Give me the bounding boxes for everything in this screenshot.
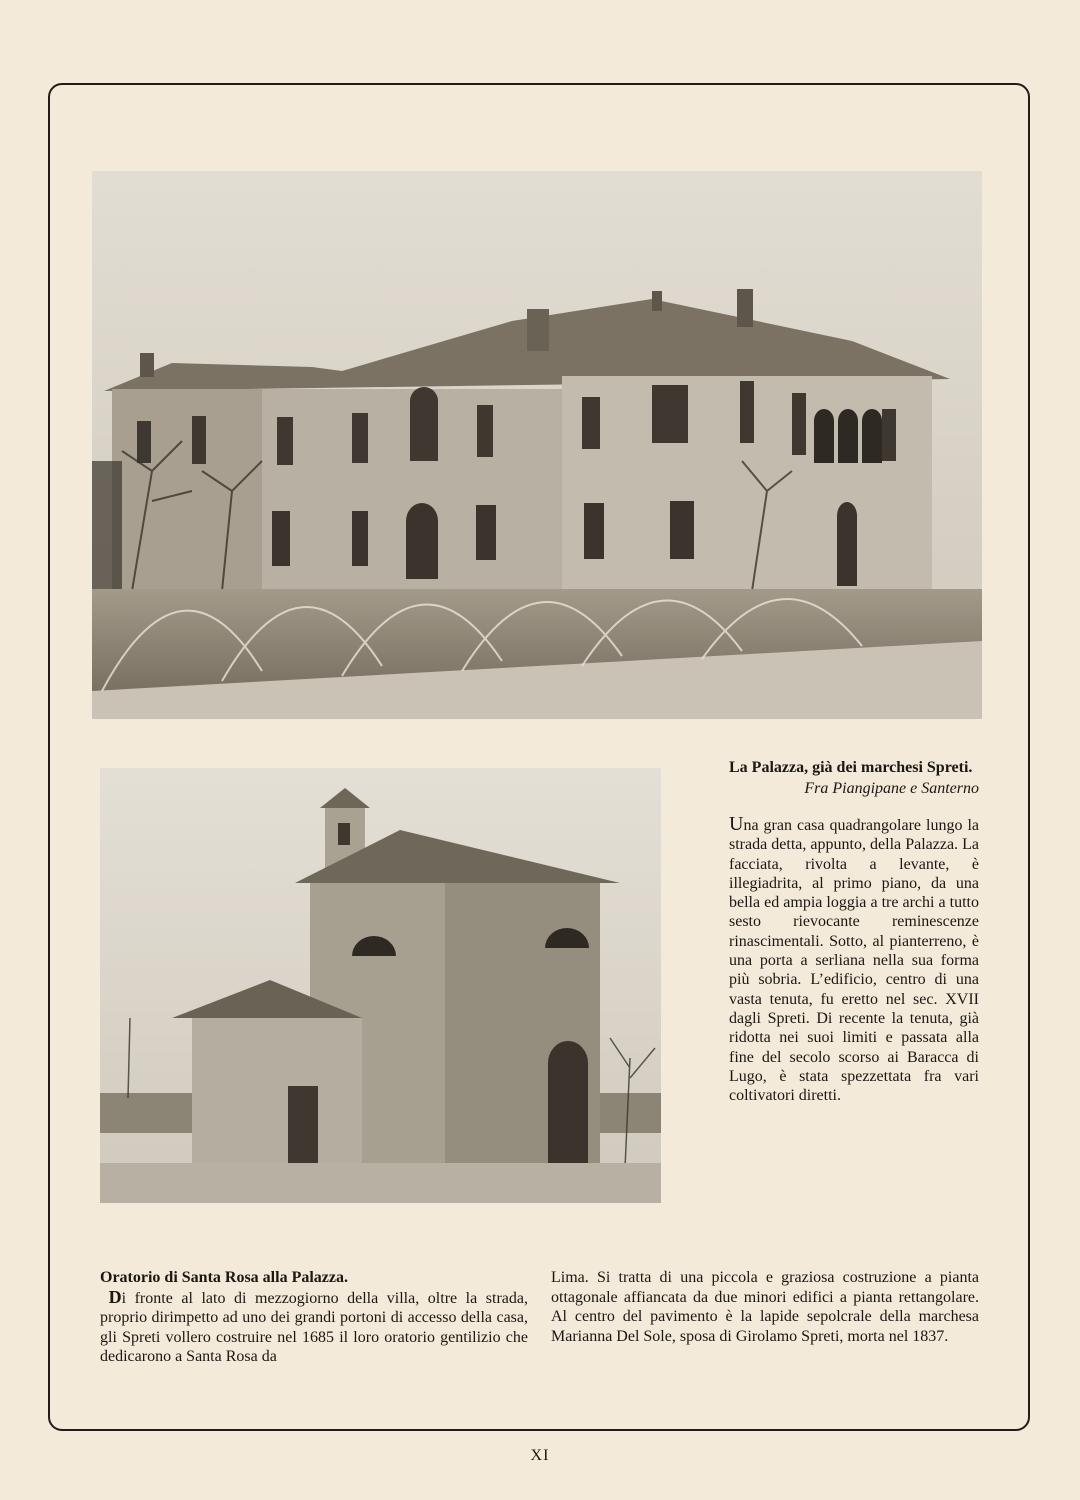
section-title: Oratorio di Santa Rosa alla Palazza. (100, 1269, 348, 1286)
section-drop-letter: D (108, 1286, 122, 1307)
text-column-left (100, 1268, 528, 1367)
section-paragraph-left (100, 1288, 528, 1367)
caption-source: Fra Piangipane e Santerno (804, 780, 979, 797)
villa-photo (92, 171, 982, 719)
caption-body-text: na gran casa quadrangolare lungo la strada detta, appunto, della Palazza. La facciata, rivolta a levante, è illegiadrita, al primo piano, da una bella ed ampia loggia a tre archi a tutto sesto rievocante reminescenze rinascimentali. Sotto, al pianterreno, è una porta a serliana nella sua forma più sobria. L’edificio, centro di una vasta tenuta, fu eretto nel sec. XVII dagli Spreti. Di recente la tenuta, già ridotta nei suoi limiti e passata alla fine del secolo scorso ai Baracca di Lugo, è stata spezzettata fra vari coltivatori diretti. (729, 817, 979, 1105)
oratory-photo (100, 768, 661, 1203)
caption-title: La Palazza, già dei marchesi Spreti. (729, 759, 973, 776)
section-left-text: i fronte al lato di mezzogiorno della villa, oltre la strada, proprio dirimpetto ad uno dei grandi portoni di accesso della casa, gli Spreti vollero costruire nel 1685 il loro oratorio gentilizio che dedicarono a Santa Rosa da (100, 1289, 529, 1366)
caption-body (729, 815, 979, 1105)
caption-drop-letter: U (729, 813, 744, 835)
page-number: XI (530, 1447, 550, 1464)
text-column-right (551, 1268, 979, 1346)
photo-caption (729, 758, 979, 1105)
section-right-text: Lima. Si tratta di una piccola e graziosa costruzione a pianta ottagonale affiancata da due minori edifici a pianta rettangolare. Al centro del pavimento è la lapide sepolcrale della marchesa Marianna Del Sole, sposa di Girolamo Spreti, morta nel 1837. (551, 1269, 979, 1345)
